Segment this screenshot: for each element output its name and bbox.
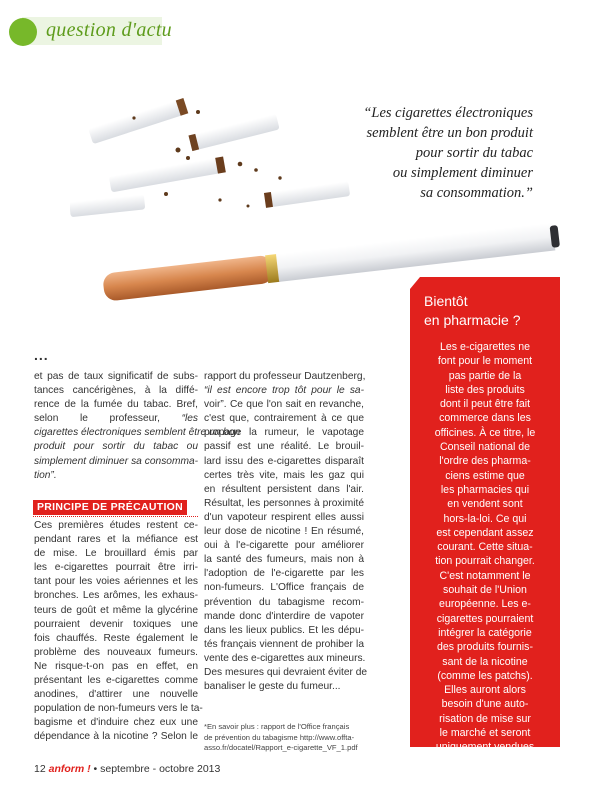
sidebar-line: les pharmacies qui (440, 483, 530, 496)
sidebar-line: dont il peut être fait (439, 398, 531, 411)
body-line: rapport du professeur Dautzenberg, (204, 371, 366, 382)
sidebar-line: Les e-cigarettes ne (439, 341, 531, 353)
rubric-label: question d'actu (46, 19, 172, 41)
body-line: cigarettes électroniques semblent être un bon (34, 427, 241, 439)
body-line: teurs de goût et même la glycérine (34, 604, 198, 616)
sidebar-line: des produits fournis- (437, 641, 533, 654)
sidebar-line: Conseil national de (439, 441, 531, 454)
sidebar-line: est cependant assez (436, 526, 534, 539)
body-line: et pas de taux significatif de subs- (34, 371, 198, 382)
body-line: fois chauffés. Reste également le (34, 632, 198, 644)
sidebar-line: commerce dans les (439, 412, 531, 425)
body-line: Ces premières études restent ce- (34, 520, 198, 531)
page-number: 12 (34, 763, 46, 775)
body-line: Des mesures qui devraient éviter de (204, 666, 368, 678)
body-line: tés français viennent de prohiber la (204, 638, 364, 650)
body-line: pendant rares et la méfiance est (34, 534, 198, 546)
body-line: en résultent persistent dans l'air. (204, 483, 364, 495)
rubric-dot (9, 18, 37, 46)
sidebar-notch (410, 277, 420, 289)
sidebar-line: officines. À ce titre, le (434, 426, 536, 439)
issue-date: • septembre - octobre 2013 (93, 763, 221, 775)
broken-cigarette-5 (70, 194, 145, 217)
section-rule (33, 516, 198, 518)
pull-quote-line: ou simplement diminuer (392, 165, 533, 181)
sidebar-title (424, 292, 554, 330)
body-line: de mise. Le brouillard émis par (34, 548, 198, 560)
body-line: tion”. (34, 469, 57, 481)
sidebar-line: C'est notamment le (439, 569, 531, 582)
body-line: dépendance à la nicotine ? Selon le (34, 731, 198, 743)
sidebar-title-line: en pharmacie ? (424, 312, 521, 328)
footnote-line: asso.fr/docatel/Rapport_e-cigarette_VF_1.pdf (204, 743, 358, 753)
sidebar-line: liste des produits (445, 383, 525, 396)
sidebar-line: européenne. Les e- (439, 598, 531, 611)
article-column-1-continued (34, 519, 203, 745)
body-line: rence de la fumée du tabac. Bref, (34, 399, 198, 411)
sidebar-line: (comme les patchs). (437, 669, 533, 682)
body-line (34, 412, 198, 426)
body-line: simplement diminuer sa consomma- (34, 455, 198, 467)
body-line: certes très vite, mais les gaz qui (204, 469, 364, 481)
body-line: anodines, d'attirer une nouvelle (34, 689, 198, 701)
continuation-ellipsis: ... (34, 347, 49, 363)
sidebar-line: Elles auront alors (444, 684, 526, 697)
article-column-2 (204, 370, 368, 694)
sidebar-line: risation de mise sur (439, 712, 531, 725)
body-line: bagisme et d'induire chez eux une (34, 717, 198, 729)
body-line: lard issu des e-cigarettes disparaît (204, 455, 364, 467)
sidebar-line: uniquement vendues (435, 741, 535, 754)
body-line: passif est une réalité. Le brouil- (204, 441, 364, 453)
sidebar-line: besoin d'une auto- (441, 698, 529, 711)
quote-start: “les (181, 413, 198, 425)
body-line: prévention du tabagisme recom- (204, 596, 364, 608)
body-line: oui à l'e-cigarette pour améliorer (204, 540, 364, 552)
article-column-1 (34, 370, 241, 483)
body-line: problème des nouveaux fumeurs. (34, 646, 198, 658)
body-line: bronches. Les arômes, les exhaus- (34, 590, 198, 602)
footnote (204, 722, 364, 754)
body-line: population de non-fumeurs vers le ta- (34, 703, 203, 715)
sidebar-line: l'ordre des pharma- (439, 455, 531, 468)
body-line: tances cancérigènes, à la diffé- (34, 385, 198, 397)
body-line: d'un vapoteur respirent elles aussi (204, 511, 364, 523)
footnote-line: *En savoir plus : rapport de l'Office français (204, 722, 350, 731)
sidebar-line: pas partie de la (448, 369, 522, 382)
pull-quote-line: sa consommation.” (420, 185, 533, 201)
body-line: voir”. Ce que l'on sait en revanche, (204, 399, 364, 411)
sidebar-line: hors-la-loi. Ce qui (443, 512, 527, 525)
body-line: mande donc d'interdire de vapoter (204, 610, 364, 622)
body-line: propage la rumeur, le vapotage (204, 427, 364, 439)
pull-quote-line: pour sortir du tabac (415, 145, 533, 161)
sidebar-line: souhait de l'Union (443, 584, 527, 597)
body-line: les e-cigarettes pourrait être irri- (34, 562, 198, 574)
body-line: “il est encore trop tôt pour le sa- (204, 385, 364, 397)
body-line: dans les lieux publics. Et les dépu- (204, 624, 364, 636)
page-footer (34, 763, 220, 775)
body-line: vente des e-cigarettes aux mineurs. (204, 652, 366, 664)
sidebar-line: sant de la nicotine (442, 655, 528, 668)
body-line: la santé des fumeurs, mais non à (204, 554, 364, 566)
sidebar-line: tion pourrait changer. (435, 555, 535, 568)
sidebar-line: le marché et seront (439, 727, 531, 740)
body-line: l'adoption de l'e-cigarette par les (204, 568, 364, 580)
sidebar-line: en vendent sont (447, 498, 523, 511)
pull-quote-line: semblent être un bon produit (366, 125, 533, 141)
sidebar-line: intégrer la catégorie (438, 626, 532, 639)
body-line: pourraient devenir toxiques une (34, 618, 198, 630)
section-heading: PRINCIPE DE PRÉCAUTION (33, 500, 187, 515)
broken-cigarette-2 (188, 114, 279, 151)
sidebar-line: ciens estime que (445, 469, 525, 482)
body-line: présentant les e-cigarettes comme (34, 675, 198, 687)
sidebar-text (412, 340, 558, 769)
body-line: c'est que, contrairement à ce que (204, 413, 364, 425)
body-line-part: selon le professeur, (34, 413, 182, 425)
body-line: leur dose de nicotine ! En résumé, (204, 526, 364, 538)
magazine-name: anform ! (48, 763, 91, 775)
pull-quote (318, 103, 533, 203)
body-line: banaliser le geste du fumeur... (204, 681, 341, 693)
sidebar-line: en pharmacie. (451, 755, 519, 768)
body-line: non-fumeurs. L'Office français de (204, 582, 364, 594)
sidebar-title-line: Bientôt (424, 293, 468, 309)
broken-cigarette-3 (109, 156, 226, 192)
sidebar-line: cigarettes pourraient (436, 612, 534, 625)
pull-quote-line: “Les cigarettes électroniques (363, 105, 533, 121)
footnote-line: de prévention du tabagisme http://www.offta- (204, 732, 355, 742)
broken-cigarette-1 (88, 98, 188, 144)
body-line: Ne risque-t-on pas en effet, en (34, 660, 198, 672)
body-line: tant pour les voies aériennes et les (34, 576, 198, 588)
body-line: Résultat, les personnes à proximité (204, 497, 364, 509)
sidebar-line: font pour le moment (437, 355, 533, 368)
body-line: produit pour sortir du tabac ou (34, 441, 198, 453)
sidebar-line: courant. Cette situa- (437, 541, 533, 554)
